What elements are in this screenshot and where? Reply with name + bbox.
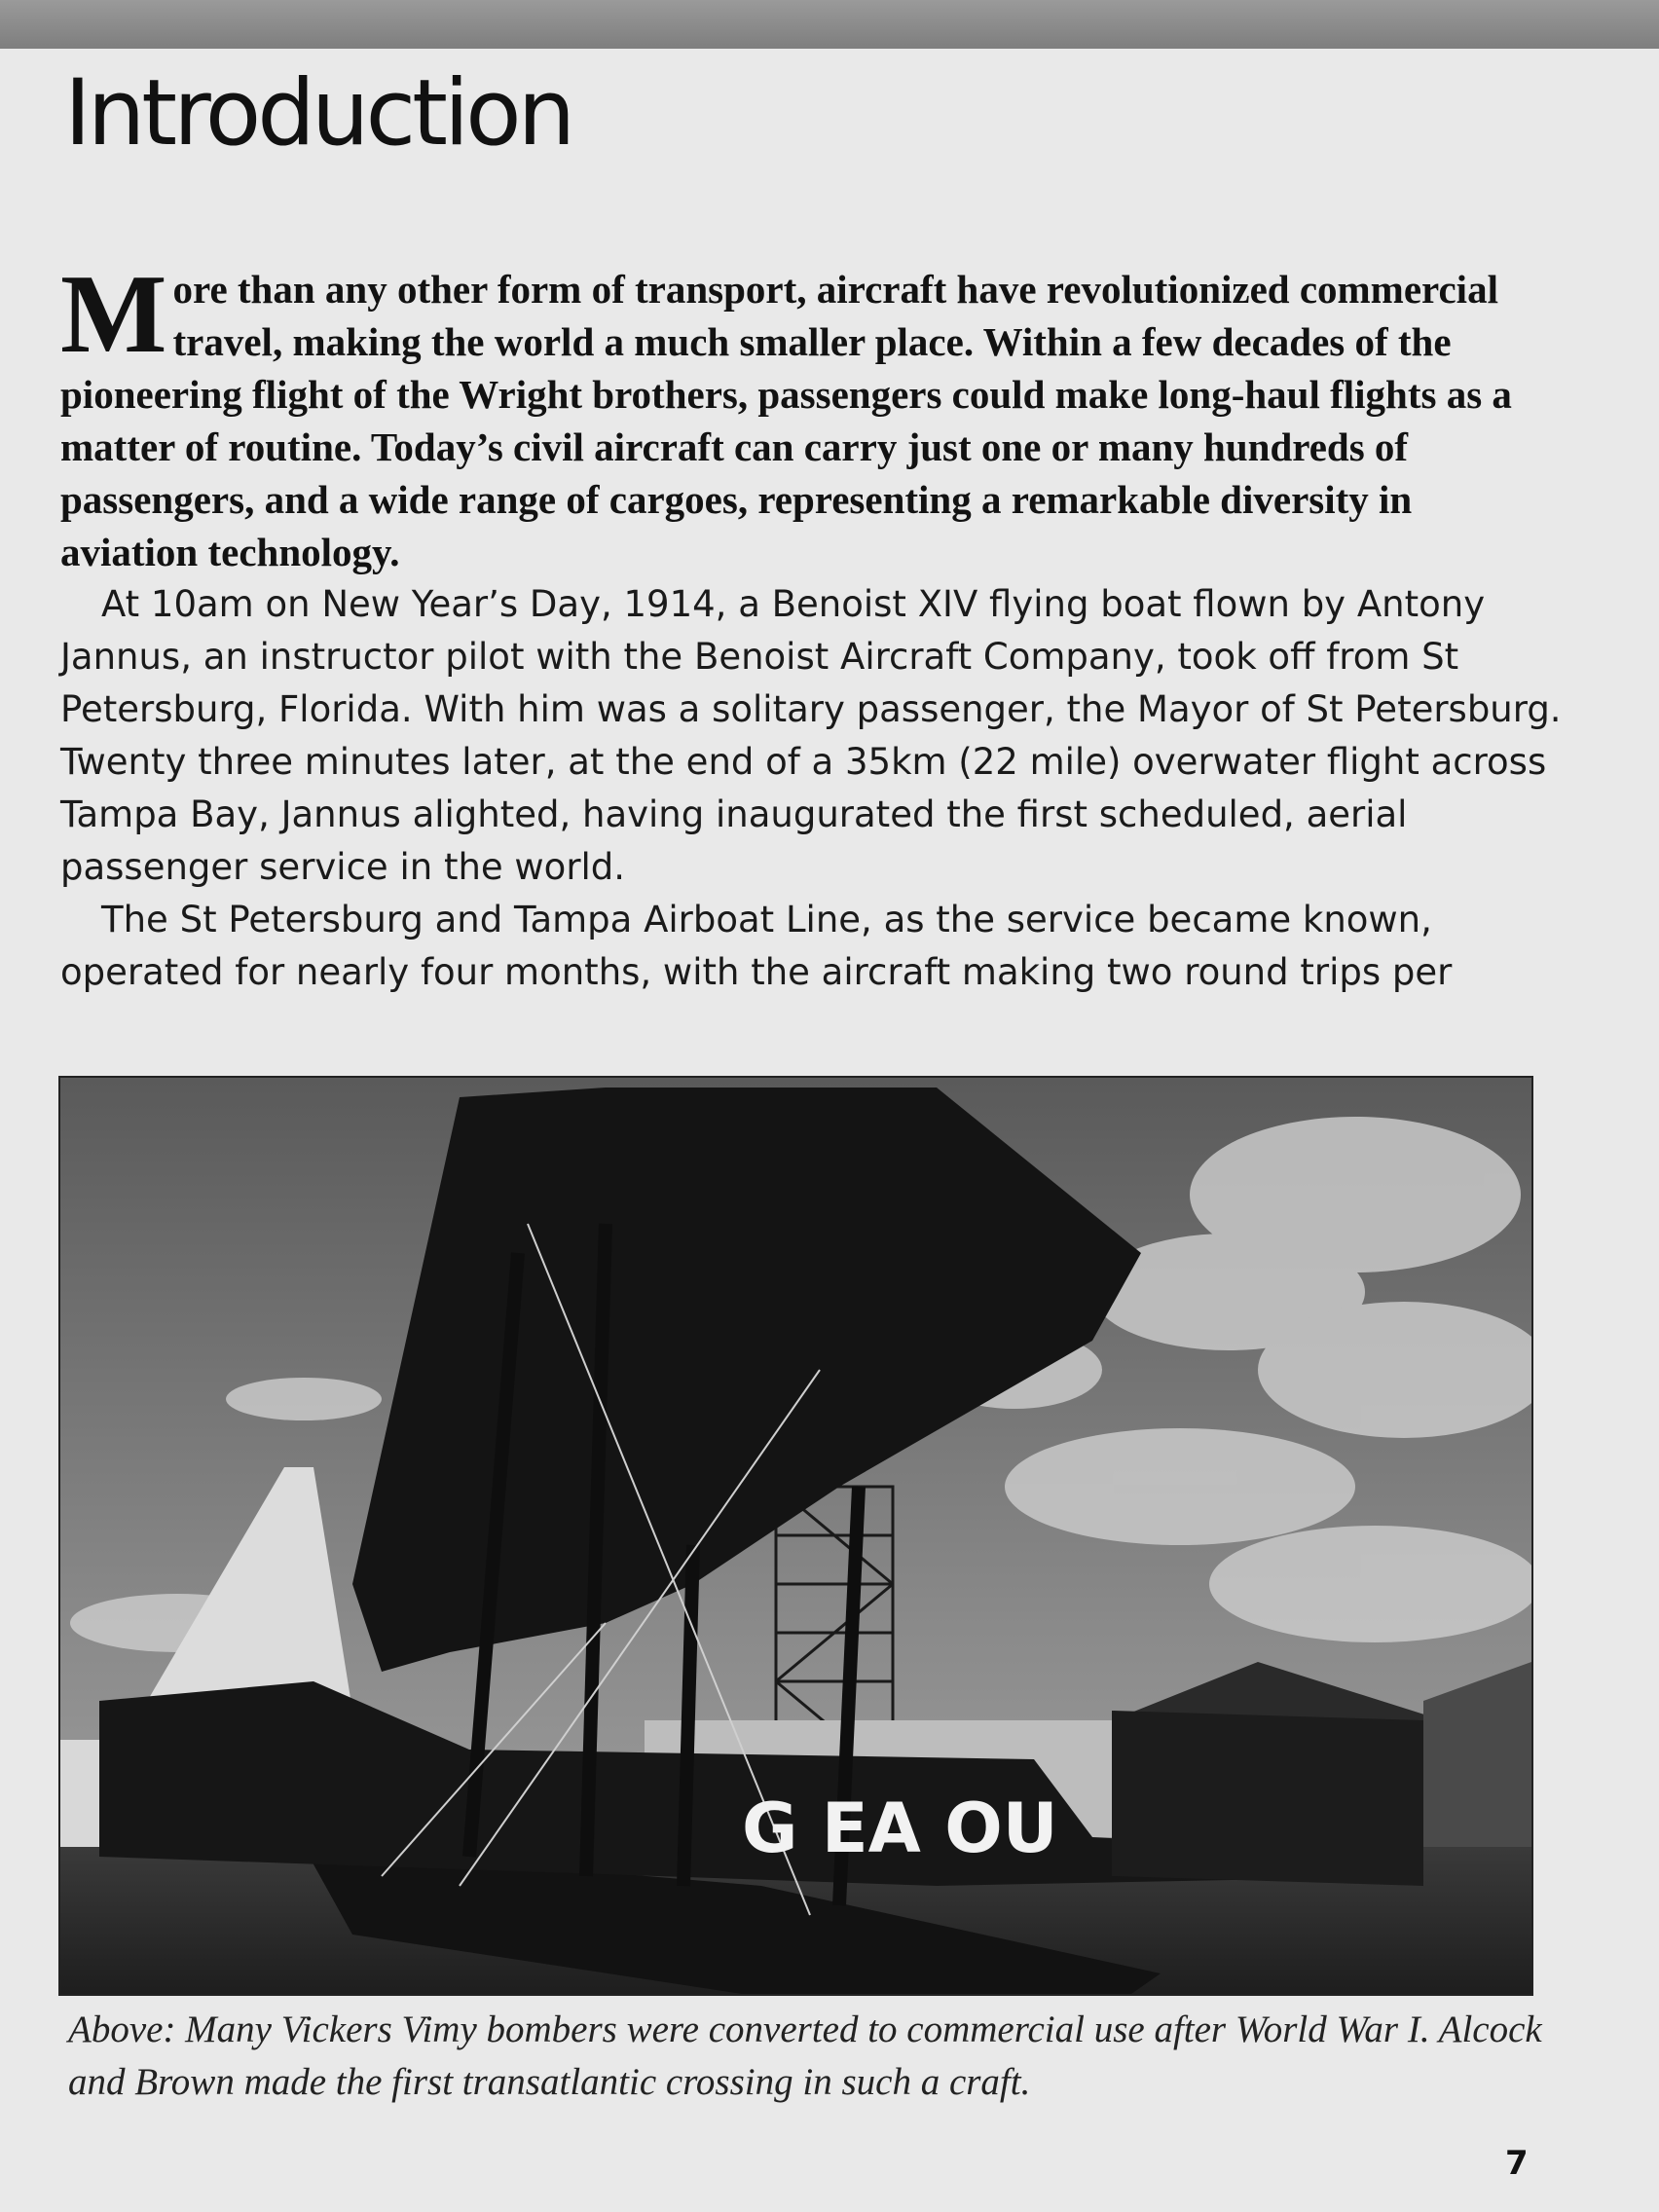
drop-cap: M <box>60 252 167 377</box>
lead-paragraph <box>60 252 1540 578</box>
page-number: 7 <box>1505 2144 1529 2183</box>
tail <box>1112 1711 1423 1886</box>
body-paragraph: At 10am on New Year’s Day, 1914, a Benoist XIV flying boat flown by Antony Jannus, an instructor pilot with the Benoist Aircraft Company, took off from St Petersburg, Florida. With him was a solitary passenger, the Mayor of St Petersburg. Twenty three minutes later, at the end of a 35km (22 mile) overwater flight across Tampa Bay, Jannus alighted, having inaugurated the first scheduled, aerial passenger service in the world. <box>60 583 1562 888</box>
photo-caption: Above: Many Vickers Vimy bombers were converted to commercial use after World War I. Alcock and Brown made the first transatlantic crossing in such a craft. <box>68 2009 1542 2103</box>
page-title: Introduction <box>64 60 572 166</box>
registration-marking: G EA OU <box>742 1788 1058 1868</box>
body-paragraph: The St Petersburg and Tampa Airboat Line, as the service became known, operated for nearly four months, with the aircraft making two round trips per <box>60 899 1453 993</box>
biplane-photo <box>58 1076 1533 1996</box>
book-spine-strip <box>0 0 1659 53</box>
lead-text: ore than any other form of transport, aircraft have revolutionized commercial travel, making the world a much smaller place. Within a few decades of the pioneering flight of the Wright brothers, passengers could make long-haul flights as a matter of routine. Today’s civil aircraft can carry just one or many hundreds of passengers, and a wide range of cargoes, representing a remarkable diversity in aviation technology. <box>60 267 1512 574</box>
